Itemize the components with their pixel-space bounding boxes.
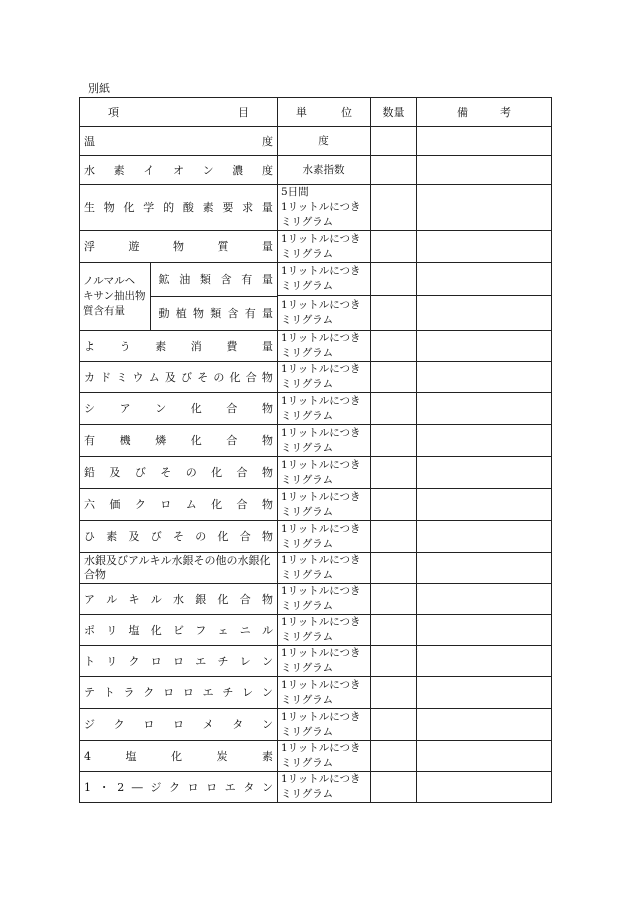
table-row [80,185,552,231]
unit-cell: 1リットルにつきミリグラム [278,457,371,489]
remarks-cell [417,584,552,615]
unit-cell: 1リットルにつきミリグラム [278,331,371,362]
header-item [80,98,278,127]
table-row [80,362,552,393]
unit-cell: 1リットルにつきミリグラム [278,393,371,425]
justified-text: ト リ ク ロ ロ エ チ レ ン [84,654,273,668]
unit-cell: 1リットルにつきミリグラム [278,772,371,803]
justified-text: 浮 遊 物 質 量 [84,240,273,253]
item-name [80,362,278,393]
item-name [80,646,278,677]
item-name [80,489,278,521]
remarks-cell [417,489,552,521]
remarks-cell [417,362,552,393]
remarks-cell [417,296,552,331]
remarks-cell [417,741,552,772]
group-subrow [80,263,277,296]
quantity-cell [371,185,417,231]
unit-cell: 1リットルにつきミリグラム [278,677,371,709]
unit-cell: 1リットルにつきミリグラム [278,709,371,741]
remarks-cell [417,772,552,803]
item-name [80,127,278,156]
remarks-cell [417,331,552,362]
quantity-cell [371,331,417,362]
quantity-cell [371,296,417,331]
remarks-cell [417,553,552,584]
sheet-label: 別紙 [88,82,110,95]
quantity-cell [371,362,417,393]
item-name [80,521,278,553]
item-name [80,677,278,709]
quantity-cell [371,677,417,709]
remarks-cell [417,231,552,263]
item-name: 水銀及びアルキル水銀その他の水銀化合物 [80,553,278,584]
justified-text: ア ル キ ル 水 銀 化 合 物 [84,592,273,606]
quantity-cell [371,741,417,772]
remarks-cell [417,709,552,741]
table-row [80,331,552,362]
justified-text: 水 素 イ オ ン 濃 度 [84,163,273,177]
justified-text: ジ ク ロ ロ メ タ ン [84,718,273,731]
table-row [80,457,552,489]
unit-cell: 1リットルにつきミリグラム [278,646,371,677]
quantity-cell [371,521,417,553]
header-qty: 数量 [371,98,417,127]
table-row [80,709,552,741]
measurement-table [79,97,552,803]
item-name [150,263,277,296]
table-row [80,425,552,457]
table-row [80,489,552,521]
unit-cell: 1リットルにつきミリグラム [278,489,371,521]
remarks-cell [417,457,552,489]
justified-text: シ ア ン 化 合 物 [84,402,273,415]
group-cell [80,263,278,331]
unit-cell: 1リットルにつきミリグラム [278,615,371,646]
justified-text: 鉱 油 類 含 有 量 [158,272,273,286]
justified-text: 4 塩 化 炭 素 [84,749,273,763]
quantity-cell [371,615,417,646]
table-row [80,127,552,156]
header-unit [278,98,371,127]
remarks-cell [417,156,552,185]
item-name [80,615,278,646]
table-row [80,263,552,296]
table-row [80,553,552,584]
justified-text: テ ト ラ ク ロ ロ エ チ レ ン [84,686,273,699]
item-name [80,772,278,803]
unit-cell: 度 [278,127,371,156]
item-name [80,457,278,489]
quantity-cell [371,425,417,457]
table-row [80,584,552,615]
justified-text: 鉛 及 び そ の 化 合 物 [84,466,273,479]
quantity-cell [371,772,417,803]
item-name [80,231,278,263]
table-row [80,741,552,772]
justified-text: 有 機 燐 化 合 物 [84,434,273,447]
group-subtable [80,263,277,330]
unit-cell: 1リットルにつきミリグラム [278,741,371,772]
quantity-cell [371,127,417,156]
justified-text: カ ド ミ ウ ム 及 び そ の 化 合 物 [84,370,273,384]
header-remarks [417,98,552,127]
table-row [80,646,552,677]
quantity-cell [371,156,417,185]
remarks-cell [417,185,552,231]
unit-cell: 1リットルにつきミリグラム [278,296,371,331]
item-name [80,584,278,615]
unit-cell: 5日間 1リットルにつきミリグラム [278,185,371,231]
quantity-cell [371,489,417,521]
unit-cell: 1リットルにつきミリグラム [278,553,371,584]
remarks-cell [417,263,552,296]
remarks-cell [417,425,552,457]
item-name [80,393,278,425]
quantity-cell [371,584,417,615]
quantity-cell [371,457,417,489]
remarks-cell [417,127,552,156]
justified-text: 1 ・ 2 ― ジ ク ロ ロ エ タ ン [84,780,273,794]
justified-text: ひ 素 及 び そ の 化 合 物 [84,530,273,543]
item-name [80,741,278,772]
unit-cell: 1リットルにつきミリグラム [278,362,371,393]
unit-cell: 1リットルにつきミリグラム [278,425,371,457]
table-row [80,772,552,803]
justified-text: 単 位 [296,105,352,119]
table-row [80,156,552,185]
remarks-cell [417,521,552,553]
justified-text: 備 考 [457,105,511,119]
justified-text: 温 度 [84,134,273,148]
remarks-cell [417,615,552,646]
remarks-cell [417,677,552,709]
table-row [80,521,552,553]
quantity-cell [371,553,417,584]
unit-cell: 水素指数 [278,156,371,185]
justified-text: 項 目 [108,105,249,119]
unit-cell: 1リットルにつきミリグラム [278,521,371,553]
table-row [80,677,552,709]
unit-cell: 1リットルにつきミリグラム [278,263,371,296]
table-row [80,393,552,425]
item-name [80,156,278,185]
quantity-cell [371,231,417,263]
quantity-cell [371,646,417,677]
justified-text: 動 植 物 類 含 有 量 [158,306,273,320]
item-name [80,331,278,362]
header-row [80,98,552,127]
justified-text: 生 物 化 学 的 酸 素 要 求 量 [84,201,273,214]
quantity-cell [371,393,417,425]
quantity-cell [371,263,417,296]
item-name [80,185,278,231]
item-name [80,709,278,741]
quantity-cell [371,709,417,741]
group-label: ノルマルヘキサン抽出物質含有量 [80,263,150,330]
table-row [80,231,552,263]
justified-text: ポ リ 塩 化 ビ フ ェ ニ ル [84,623,273,637]
remarks-cell [417,393,552,425]
unit-cell: 1リットルにつきミリグラム [278,584,371,615]
justified-text: 六 価 ク ロ ム 化 合 物 [84,498,273,511]
justified-text: よ う 素 消 費 量 [84,339,273,353]
item-name [150,296,277,330]
unit-cell: 1リットルにつきミリグラム [278,231,371,263]
item-name [80,425,278,457]
table-row [80,615,552,646]
remarks-cell [417,646,552,677]
